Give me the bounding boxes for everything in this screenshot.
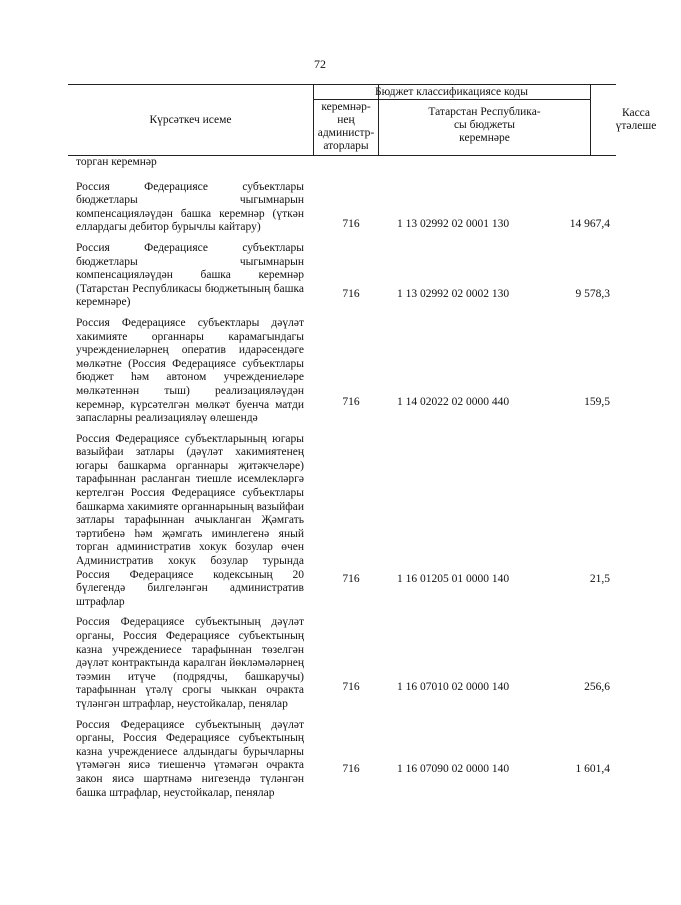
row-admin: 716 [342, 288, 360, 300]
header-cash-execution [591, 107, 681, 133]
row-code: 1 16 01205 01 0000 140 [396, 573, 510, 585]
row-code: 1 16 07010 02 0000 140 [396, 681, 510, 693]
row-admin: 716 [342, 573, 360, 585]
row-amount: 14 967,4 [569, 218, 610, 230]
row-name: Россия Федерациясе субъектларының югары вазыйфаи затлары (дәүләт хакимиятенең югары башкарма органнары җитәкчеләре) тарафыннан расланган тиешле исемлекләргә кертелгән Россия Федерациясе субъектлары башкарма хакимияте органнарының вазыйфаи затлары тарафыннан ачыкланган Җәмгать тәртибенә һәм җәмгать иминлегенә яный торган административ хокук бозулар өчен Административ хокук бозулар турында Россия Федерациясе кодексының 20 бүлегендә билгеләнгән административ штрафлар [76, 432, 304, 608]
row-code: 1 14 02022 02 0000 440 [396, 396, 510, 408]
row-name: Россия Федерациясе субъектының дәүләт органы, Россия Федерациясе субъектының казна учреждениесе алдындагы бурычларны үтәмәгән яисә тиешенчә үтәмәгән очракта закон яисә шартнамә нигезендә түләнгән башка штрафлар, неустойкалар, пенялар [76, 718, 304, 799]
row-code: 1 13 02992 02 0001 130 [396, 218, 510, 230]
table-header [68, 84, 657, 156]
header-tatarstan-revenues [379, 106, 590, 145]
header-administrators [314, 101, 378, 153]
header-tatarstan-line: сы бюджеты [453, 119, 516, 131]
row-amount: 21,5 [589, 573, 610, 585]
header-cash-line: үтәлеше [615, 120, 657, 132]
row-admin: 716 [342, 681, 360, 693]
header-admin-line: керемнәр- [321, 101, 371, 113]
row-code: 1 13 02992 02 0002 130 [396, 288, 510, 300]
row-name: Россия Федерациясе субъектлары бюджетлары чыгымнарын компенсацияләүдән башка керемнәр (үткән еллардагы дебитор бурычлы кайтару) [76, 180, 304, 234]
row-name: Россия Федерациясе субъектлары дәүләт хакимияте органнары карамагындагы учреждениеләрнең оператив идарәсендәге мөлкәтне (Россия Федерациясе субъектлары бюджет һәм автоном учреждениеләре мөлкәтеннән тыш) реализацияләүдән керемнәр, күрсәтелгән мөлкәт буенча матди запасларны реализацияләү өлешендә [76, 316, 304, 425]
page-number: 72 [314, 57, 326, 71]
row-amount: 159,5 [584, 396, 610, 408]
row-amount: 1 601,4 [575, 763, 610, 775]
header-indicator-name: Күрсәткеч исеме [149, 114, 232, 126]
indicator-text-column [76, 156, 304, 807]
row-code: 1 16 07090 02 0000 140 [396, 763, 510, 775]
row-name: Россия Федерациясе субъектлары бюджетлары чыгымнарын компенсацияләүдән башка керемнәр (Татарстан Республикасы бюджетының башка керемнәре) [76, 241, 304, 309]
continuation-text: торган керемнәр [76, 156, 157, 168]
header-tatarstan-line: Татарстан Республика- [428, 106, 541, 118]
row-admin: 716 [342, 763, 360, 775]
header-cash-line: Касса [621, 107, 651, 119]
header-budget-classification: Бюджет классификациясе коды [375, 86, 528, 98]
header-admin-line: нең [337, 114, 355, 126]
row-name: Россия Федерациясе субъектының дәүләт органы, Россия Федерациясе субъектының казна учреждениесе тарафыннан төзелгән дәүләт контрактында каралган йөкләмәләрнең тәэмин итүче (подрядчы, башкаручы) тарафыннан үтәлү срогы чыккан очракта түләнгән штрафлар, неустойкалар, пенялар [76, 616, 304, 710]
row-amount: 256,6 [584, 681, 610, 693]
header-admin-line: аторлары [323, 140, 369, 152]
row-amount: 9 578,3 [575, 288, 610, 300]
row-admin: 716 [342, 396, 360, 408]
header-tatarstan-line: керемнәре [459, 132, 510, 144]
row-admin: 716 [342, 218, 360, 230]
header-admin-line: администр- [317, 127, 375, 139]
